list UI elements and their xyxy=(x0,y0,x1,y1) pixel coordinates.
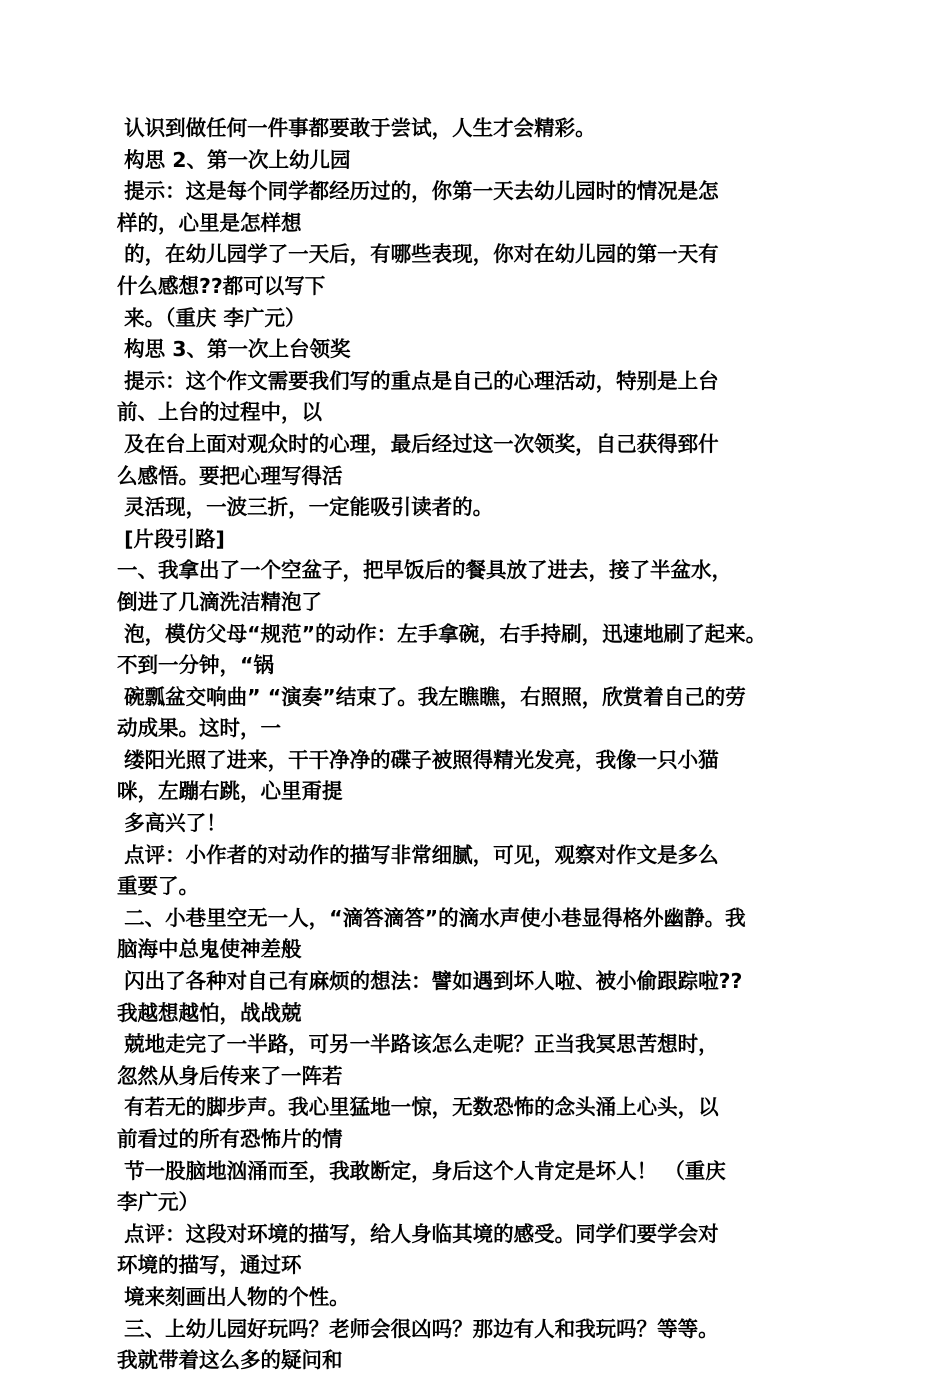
text-line: 及在台上面对观众时的心理，最后经过这一次领奖，自己获得郅什 xyxy=(117,431,719,456)
text-line: 泡，模仿父母“规范”的动作：左手拿碗，右手持刷，迅速地刷了起来。 xyxy=(117,621,767,646)
text-line: 前看过的所有恐怖片的情 xyxy=(117,1127,343,1151)
text-line: 三、上幼儿园好玩吗？老师会很凶吗？那边有人和我玩吗？等等。 xyxy=(117,1316,719,1341)
text-line: 倒进了几滴洗洁精泡了 xyxy=(117,589,322,614)
text-line: 缕阳光照了进来，干干净净的碟子被照得精光发亮，我像一只小猫 xyxy=(117,747,719,772)
text-line: 么感悟。要把心理写得活 xyxy=(117,463,343,488)
text-line: 灵活现，一波三折，一定能吸引读者的。 xyxy=(117,495,494,520)
text-line: 有若无的脚步声。我心里猛地一惊，无数恐怖的念头涌上心头，以 xyxy=(117,1095,719,1120)
text-line: 碗瓢盆交响曲” “演奏”结束了。我左瞧瞧，右照照，欣赏着自己的劳 xyxy=(117,684,746,709)
text-line: 点评：小作者的对动作的描写非常细腻，可见，观察对作文是多么 xyxy=(117,842,719,867)
text-line: 点评：这段对环境的描写，给人身临其境的感受。同学们要学会对 xyxy=(117,1221,719,1246)
text-line: 构思 3、第一次上台领奖 xyxy=(117,337,351,362)
text-line: 闪出了各种对自己有麻烦的想法：譬如遇到坏人啦、被小偷跟踪啦?? xyxy=(117,969,743,994)
text-line: 动成果。这时，一 xyxy=(117,716,281,741)
text-line: 一、我拿出了一个空盆子，把早饭后的餐具放了进去，接了半盆水， xyxy=(117,558,732,583)
text-line: 提示：这是每个同学都经历过的，你第一天去幼儿园时的情况是怎 xyxy=(117,179,719,204)
text-line: 不到一分钟，“锅 xyxy=(117,653,274,678)
text-line: 境来刻画出人物的个性。 xyxy=(117,1284,350,1309)
text-line: 重要了。 xyxy=(117,874,199,899)
text-line: 咪，左蹦右跳，心里甭提 xyxy=(117,779,343,804)
text-line: 二、小巷里空无一人，“滴答滴答”的滴水声使小巷显得格外幽静。我 xyxy=(117,905,746,930)
text-line: 我越想越怕，战战兢 xyxy=(117,1000,302,1025)
text-line: 多高兴了！ xyxy=(117,811,227,836)
text-line: 节一股脑地汹涌而至，我敢断定，身后这个人肯定是坏人！ （重庆 xyxy=(117,1158,726,1183)
text-line: 李广元） xyxy=(117,1190,199,1215)
text-line: [片段引路] xyxy=(117,526,225,551)
text-line: 前、上台的过程中，以 xyxy=(117,400,322,425)
text-line: 我就带着这么多的疑问和 xyxy=(117,1348,343,1373)
text-line: 忽然从身后传来了一阵若 xyxy=(117,1063,343,1088)
text-line: 脑海中总鬼使神差般 xyxy=(117,937,302,962)
text-line: 的，在幼儿园学了一天后，有哪些表现，你对在幼儿园的第一天有 xyxy=(117,242,719,267)
text-line: 构思 2、第一次上幼儿园 xyxy=(117,147,351,172)
text-line: 样的，心里是怎样想 xyxy=(117,210,302,235)
text-line: 认识到做任何一件事都要敢于尝试，人生才会精彩。 xyxy=(117,116,596,140)
text-line: 来。（重庆 李广元） xyxy=(117,305,306,330)
text-line: 兢地走完了一半路，可另一半路该怎么走呢？正当我冥思苦想时， xyxy=(117,1032,719,1057)
text-line: 提示：这个作文需要我们写的重点是自己的心理活动，特别是上台 xyxy=(117,368,719,393)
document-body xyxy=(117,113,857,1377)
text-line: 环境的描写，通过环 xyxy=(117,1253,302,1278)
text-line: 什么感想??都可以写下 xyxy=(117,273,326,298)
